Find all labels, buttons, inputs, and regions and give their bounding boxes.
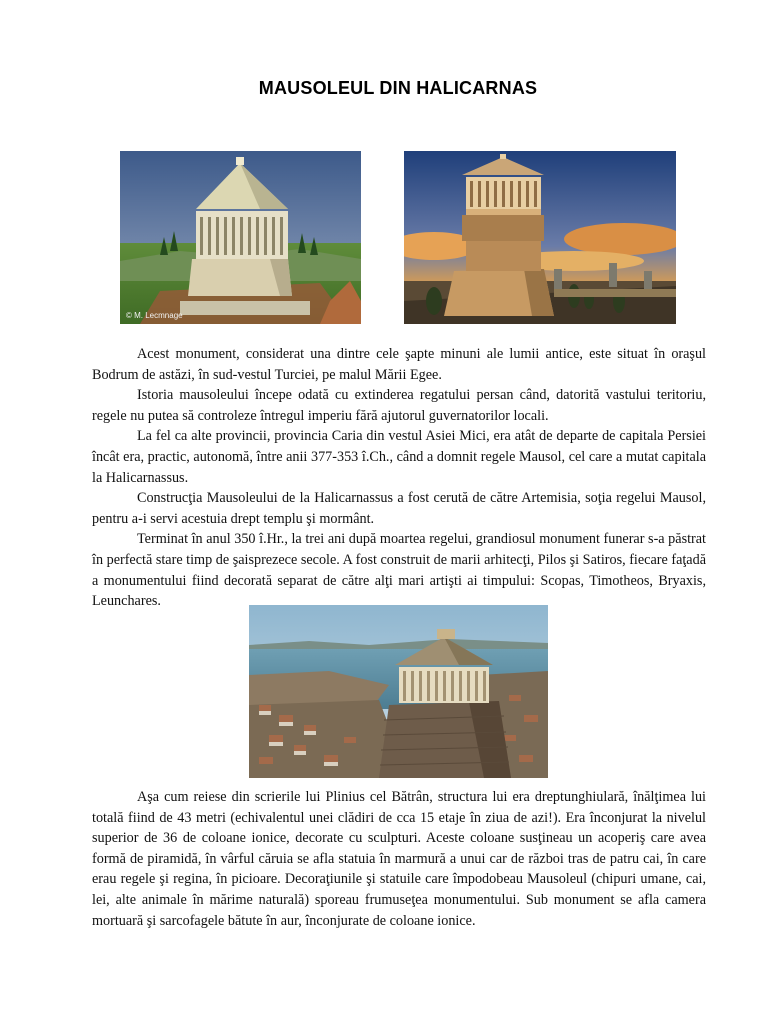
mausoleum-render-left-image bbox=[120, 151, 361, 324]
page-title: MAUSOLEUL DIN HALICARNAS bbox=[258, 78, 538, 98]
article-text-top bbox=[92, 344, 706, 612]
paragraph: La fel ca alte provincii, provincia Caria din vestul Asiei Mici, era atât de departe de capitala Persiei încât era, practic, autonomă, între anii 377-353 î.Ch., când a domnit regele Mausol, cel care a mutat capitala la Halicarnassus. bbox=[92, 428, 706, 486]
paragraph: Aşa cum reiese din scrierile lui Plinius cel Bătrân, structura lui era dreptunghiulară, înălţimea lui totală fiind de 43 metri (echivalentul unei clădiri de cca 15 etaje în ziua de azi!). Era înconjurat la nivelul superior de 36 de coloane ionice, decorate cu sculpturi. Aceste coloane susţineau un acoperiş care avea formă de piramidă, în vârful căruia se afla statuia în marmură a unui car de război tras de patru cai, în care erau regele şi regina, în picioare. Decoraţiunile şi statuile care împodobeau Mausoleul (chipuri umane, cai, lei, alte animale în mărime naturală) sporeau frumuseţea monumentului. Sub monument se afla camera mortuară şi sarcofagele bătute în aur, înconjurate de coloane ionice. bbox=[92, 789, 706, 929]
article-text-bottom bbox=[92, 787, 706, 931]
paragraph: Construcţia Mausoleului de la Halicarnassus a fost cerută de către Artemisia, soţia regelui Mausol, pentru a-i servi acestuia drept templu şi mormânt. bbox=[92, 490, 706, 527]
mausoleum-render-right-image bbox=[404, 151, 676, 324]
paragraph: Istoria mausoleului începe odată cu extinderea regatului persan când, datorită vastului teritoriu, regele nu putea să controleze întregul imperiu fără ajutorul guvernatorilor locali. bbox=[92, 387, 706, 424]
mausoleum-city-view-image bbox=[249, 605, 548, 778]
image-credit-text: © M. Lecmnage bbox=[126, 311, 183, 320]
paragraph: Terminat în anul 350 î.Hr., la trei ani după moartea regelui, grandiosul monument funerar s-a păstrat în perfectă stare timp de şaisprezece secole. A fost construit de marii arhitecţi, Pilos şi Satiros, fiecare faţadă a monumentului fiind decorată separat de către alţi mari artişti ai timpului: Scopas, Timotheos, Bryaxis, Leunchares. bbox=[92, 531, 706, 610]
paragraph: Acest monument, considerat una dintre cele şapte minuni ale lumii antice, este situat în oraşul Bodrum de astăzi, în sud-vestul Turciei, pe malul Mării Egee. bbox=[92, 346, 706, 383]
